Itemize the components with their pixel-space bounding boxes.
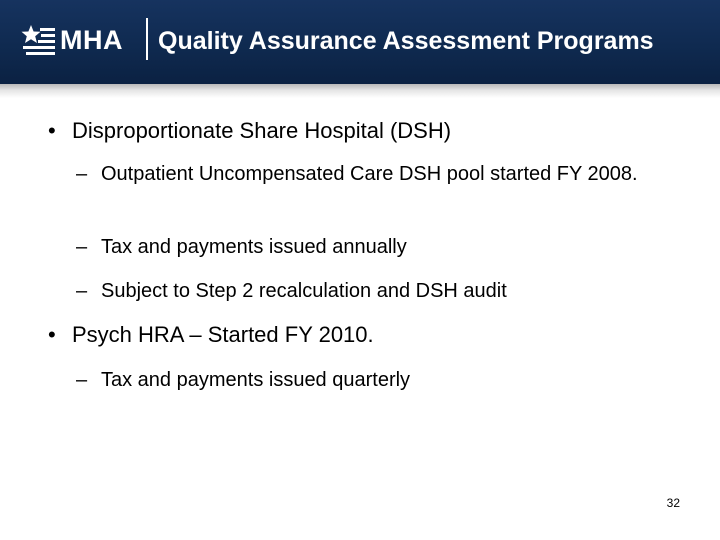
bullet-text: Disproportionate Share Hospital (DSH) bbox=[72, 118, 452, 143]
sub-bullet-text: Outpatient Uncompensated Care DSH pool started FY 2008. bbox=[101, 163, 638, 185]
sub-bullet-text: Tax and payments issued annually bbox=[101, 236, 407, 258]
bullet-glyph: • bbox=[48, 118, 56, 143]
bullet-text: Psych HRA – Started FY 2010. bbox=[72, 322, 374, 347]
dash-glyph: – bbox=[76, 163, 88, 185]
dash-glyph: – bbox=[76, 369, 88, 391]
dash-glyph: – bbox=[76, 280, 88, 302]
bullet-glyph: • bbox=[48, 322, 56, 347]
page-title: Quality Assurance Assessment Programs bbox=[158, 27, 654, 55]
page-number: 32 bbox=[666, 496, 680, 510]
dash-glyph: – bbox=[76, 236, 88, 258]
sub-bullet-text: Tax and payments issued quarterly bbox=[101, 369, 411, 391]
logo-text: MHA bbox=[60, 25, 123, 55]
sub-bullet-text: Subject to Step 2 recalculation and DSH audit bbox=[101, 280, 507, 302]
